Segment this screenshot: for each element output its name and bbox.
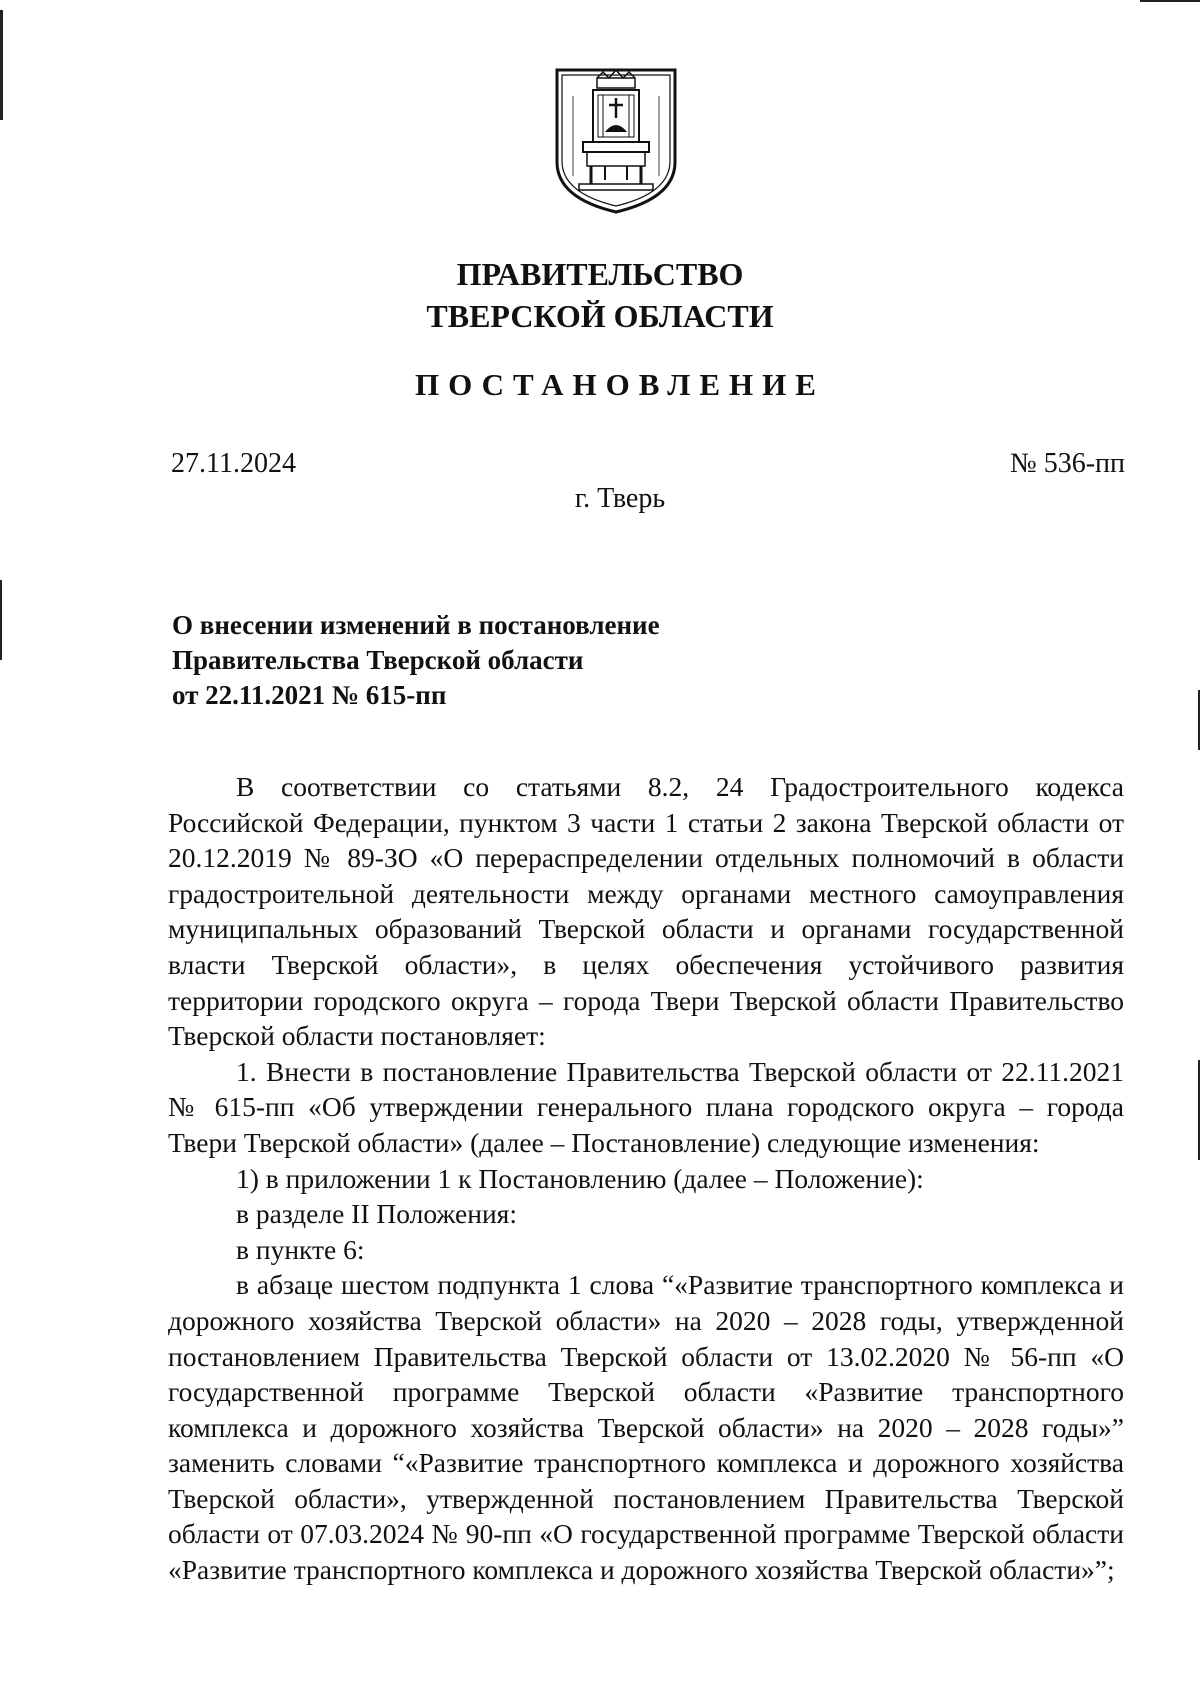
body-paragraph-point: в пункте 6: <box>236 1233 365 1265</box>
document-body <box>168 769 1124 1588</box>
body-paragraph-amendment: в абзаце шестом подпункта 1 слова “«Развитие транспортного комплекса и дорожного хозяйства Тверской области» на 2020 – 2028 годы, утвержденной постановлением Правительства Тверской области от 13.02.2020 № 56-пп «О государственной программе Тверской области «Развитие транспортного комплекса и дорожного хозяйства Тверской области» на 2020 – 2028 годы»” заменить словами “«Развитие транспортного комплекса и дорожного хозяйства Тверской области», утвержденной постановлением Правительства Тверской области от 07.03.2024 № 90-пп «О государственной программе Тверской области «Развитие транспортного комплекса и дорожного хозяйства Тверской области»”; <box>168 1269 1124 1586</box>
document-city: г. Тверь <box>574 483 666 514</box>
tver-coat-of-arms-emblem <box>553 66 679 216</box>
document-type: ПОСТАНОВЛЕНИЕ <box>415 367 825 402</box>
government-title-line2: ТВЕРСКОЙ ОБЛАСТИ <box>426 298 774 334</box>
government-title <box>0 253 1200 337</box>
government-title-line1: ПРАВИТЕЛЬСТВО <box>456 256 744 292</box>
subject-line1: О внесении изменений в постановление <box>172 610 660 640</box>
scan-edge-mark <box>0 580 2 660</box>
document-number: № 536-пп <box>1009 448 1125 479</box>
body-paragraph-item-1: 1. Внести в постановление Правительства Тверской области от 22.11.2021 № 615-пп «Об утверждении генерального плана городского округа – города Твери Тверской области» (далее – Постановление) следующие изменения: <box>168 1055 1124 1158</box>
scan-edge-mark <box>1140 0 1200 2</box>
document-subject <box>172 608 660 713</box>
body-paragraph-section: в разделе II Положения: <box>236 1198 517 1230</box>
scan-edge-mark <box>0 10 3 120</box>
subject-line3: от 22.11.2021 № 615-пп <box>172 680 447 710</box>
subject-line2: Правительства Тверской области <box>172 645 584 675</box>
body-paragraph-preamble: В соответствии со статьями 8.2, 24 Градостроительного кодекса Российской Федерации, пунктом 3 части 1 статьи 2 закона Тверской области от 20.12.2019 № 89-ЗО «О перераспределении отдельных полномочий в области градостроительной деятельности между органами местного самоуправления муниципальных образований Тверской области и органами государственной власти Тверской области», в целях обеспечения устойчивого развития территории городского округа – города Твери Тверской области Правительство Тверской области постановляет: <box>168 771 1124 1052</box>
body-paragraph-subitem-1: 1) в приложении 1 к Постановлению (далее – Положение): <box>236 1162 924 1194</box>
document-date: 27.11.2024 <box>171 448 296 479</box>
